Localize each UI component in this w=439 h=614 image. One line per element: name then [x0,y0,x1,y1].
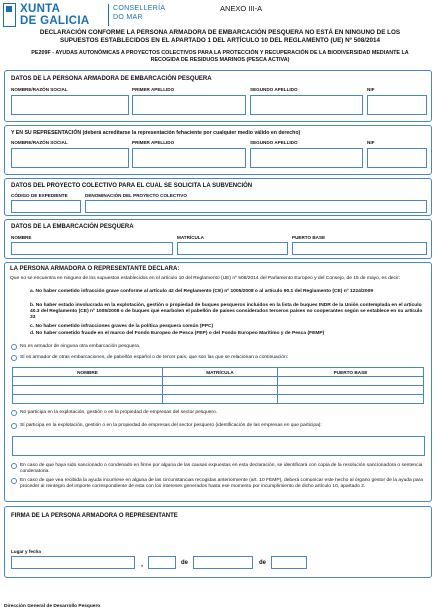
opt-no-other-vessel-radio[interactable] [11,344,17,350]
table-row [13,386,424,395]
signature-section-title: FIRMA DE LA PERSONA ARMADORA O REPRESENTANTE [11,513,178,519]
opt-no-company-radio[interactable] [11,410,17,416]
expedient-code-field[interactable] [11,200,81,213]
rep-name-label: NOMBRE/RAZÓN SOCIAL [11,140,68,145]
xunta-logo-text [20,3,89,27]
vessel-section [4,219,432,259]
day-field[interactable] [148,556,176,569]
declaration-intro: Que no se encuentra en ninguno de los supuestos establecidos en el artículo 10 del Reglamento (UE) nº 508/2014 del Parlamento Europeo y del Consejo, de 15 de mayo, es decir: [10,276,401,281]
other-vessels-table [12,367,424,404]
table-cell[interactable] [163,386,278,395]
annex-label: ANEXO III-A [220,4,263,13]
year-field[interactable] [271,556,307,569]
expedient-code-label: CÓDIGO DE EXPEDIENTE [11,193,68,198]
opt-no-other-vessel-label: No es armador de ninguna otra embarcación pesquera. [20,344,141,349]
place-field[interactable] [11,556,135,569]
month-field[interactable] [193,556,253,569]
opt-other-vessels-label: Sí es armador de otras embarcaciones, de pabellón español o de tercer país, que son las que se relacionan a continuación: [20,355,289,360]
project-section-title: DATOS DEL PROYECTO COLECTIVO PARA EL CUAL SE SOLICITA LA SUBVENCIÓN [11,183,253,189]
opt-sanctioned-radio[interactable] [11,463,17,469]
footer-text: Dirección General de Desarrollo Pesquero [4,604,101,609]
rep-nif-label: NIF [367,140,375,145]
table-cell[interactable] [13,395,163,404]
owner-section-title: DATOS DE LA PERSONA ARMADORA DE EMBARCACIÓN PESQUERA [11,76,212,82]
place-date-label: Lugar y fecha [11,549,41,554]
conselleria-line2: DO MAR [113,14,143,21]
vessel-port-field[interactable] [292,242,427,255]
table-cell[interactable] [278,386,424,395]
rep-surname2-field[interactable] [250,148,363,168]
conselleria-line1: CONSELLERÍA [113,5,166,12]
representative-section [4,125,432,175]
rep-surname2-label: SEGUNDO APELLIDO [250,140,298,145]
table-row [13,377,424,386]
declaration-item-b: b. No haber estado involucrada en la explotación, gestión o propiedad de buques pesqueros incluidos en la lista de buques INDR de la Unión contemplada en el artículo 40.3 del Reglamento (CE) nº 1005/2008 o de buques que enarbolen el pabellón de países considerados terceros países no cooperantes según se establece en su artículo 33 [30,303,423,321]
owner-surname2-label: SEGUNDO APELLIDO [250,87,298,92]
project-denomination-field[interactable] [85,200,427,213]
rep-surname1-label: PRIMER APELLIDO [132,140,175,145]
opt-company-radio[interactable] [11,423,17,429]
xunta-logo-icon [3,3,16,27]
col-header-plate: MATRÍCULA [163,368,278,377]
owner-surname1-label: PRIMER APELLIDO [132,87,175,92]
vessel-plate-field[interactable] [177,242,288,255]
table-row [13,395,424,404]
opt-sanctioned-label: En caso de que haya sido sancionado o condenado en firme por alguna de las causas expuestas en esta declaración, se identificará con copia de la resolución sancionadora o sentencia condenatoria. [20,463,423,475]
table-cell[interactable] [163,395,278,404]
owner-name-label: NOMBRE/RAZÓN SOCIAL [11,87,68,92]
opt-communicate-label: En caso de que vea recibida la ayuda incurriese en alguna de las circunstancias recogidas anteriormente (art. 10 FEMP), deberá comunicar este hecho al órgano gestor de la ayuda para proceder al reintegro del importe correspondiente de esta con los intereses generados hasta ese momento por incumplimiento de dicho artículo 10, apartado 2. [20,478,423,490]
rep-surname1-field[interactable] [132,148,246,168]
project-section [4,178,432,216]
owner-name-field[interactable] [11,95,129,115]
owner-nif-label: NIF [367,87,375,92]
col-header-name: NOMBRE [13,368,163,377]
owner-data-section [4,70,432,122]
table-cell[interactable] [278,395,424,404]
logo-line2: DE GALICIA [20,15,90,27]
table-header-row [13,368,424,377]
owner-nif-field[interactable] [367,95,427,115]
owner-surname2-field[interactable] [250,95,363,115]
declaration-section-title: LA PERSONA ARMADORA O REPRESENTANTE DECLARA: [10,266,180,272]
owner-surname1-field[interactable] [132,95,246,115]
opt-company-label: Sí participa en la explotación, gestión o en la propiedad de empresas del sector pesquero (identificación de las empresas en que participa): [20,423,322,428]
companies-field[interactable] [12,436,425,456]
declaration-item-a: a. No haber cometido infracción grave conforme al artículo 42 del Reglamento (CE) nº 1005/2008 o al artículo 90.1 del Reglamento (CE) nº 1224/2009 [30,289,374,294]
vessel-port-label: PUERTO BASE [292,235,326,240]
rep-nif-field[interactable] [367,148,427,168]
opt-other-vessels-radio[interactable] [11,355,17,361]
place-date-separator: , [141,561,143,568]
date-separator-1: de [181,560,189,566]
declaration-item-d: d. No haber cometido fraude en el marco del Fondo Europeo de Pesca (FEP) o del Fondo Europeo Marítimo y de Pesca (FEMP) [30,331,325,336]
date-separator-2: de [259,560,267,566]
declaration-item-c: c. No haber cometido infracciones graves de la política pesquera común (PPC) [30,324,214,329]
opt-no-company-label: No participa en la explotación, gestión o en la propiedad de empresas del sector pesquero. [20,410,218,415]
table-cell[interactable] [278,377,424,386]
table-cell[interactable] [13,386,163,395]
table-cell[interactable] [13,377,163,386]
rep-name-field[interactable] [11,148,129,168]
logo-line1: XUNTA [20,3,61,15]
logo-divider [108,4,109,26]
representative-section-title: Y EN SU REPRESENTACIÓN (deberá acreditarse la representación fehaciente por cualquier medio válido en derecho) [11,130,301,136]
vessel-name-field[interactable] [11,242,173,255]
table-cell[interactable] [163,377,278,386]
col-header-port: PUERTO BASE [278,368,424,377]
project-denomination-label: DENOMINACIÓN DEL PROYECTO COLECTIVO [85,193,187,198]
vessel-section-title: DATOS DE LA EMBARCACIÓN PESQUERA [11,224,134,230]
signature-section [4,506,432,578]
vessel-plate-label: MATRÍCULA [177,235,204,240]
document-subtitle: PE209F - AYUDAS AUTONÓMICAS A PROYECTOS COLECTIVOS PARA LA PROTECCIÓN Y RECUPERACIÓN DE LA BIODIVERSIDAD MEDIANTE LA RECOGIDA DE RESIDUOS MARINOS (PESCA ACTIVA) [31,50,409,63]
conselleria-label [113,4,165,22]
vessel-name-label: NOMBRE [11,235,32,240]
opt-communicate-radio[interactable] [11,478,17,484]
document-title: DECLARACIÓN CONFORME LA PERSONA ARMADORA DE EMBARCACIÓN PESQUERA NO ESTÁ EN NINGUNO DE LOS SUPUESTOS ESTABLECIDOS EN EL APARTADO 1 DEL ARTÍCULO 10 DEL REGLAMENTO (UE) Nº 508/2014 [39,29,401,44]
